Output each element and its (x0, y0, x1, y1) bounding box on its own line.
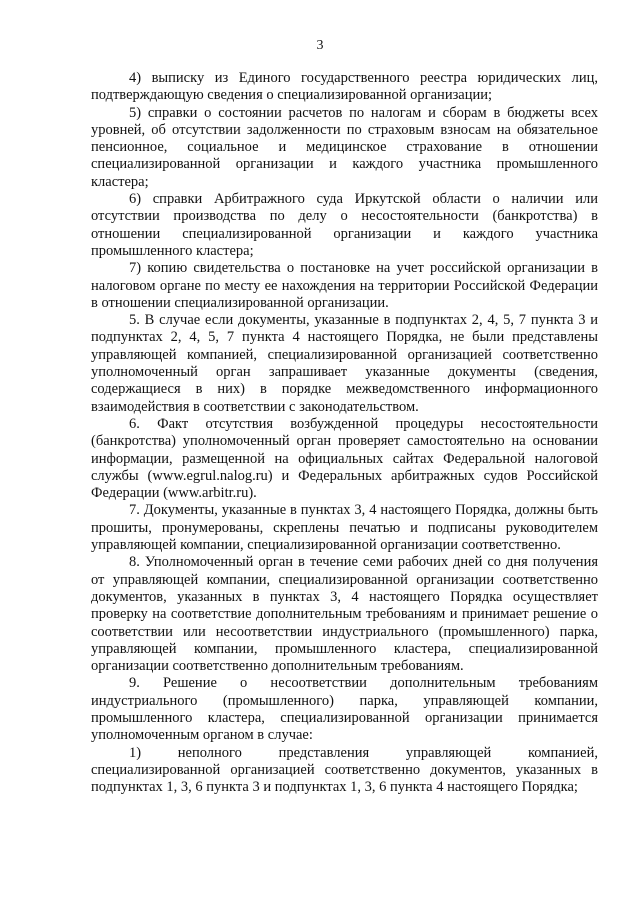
paragraph-clause-8: 8. Уполномоченный орган в течение семи рабочих дней со дня получения от управляющей компании, специализированной организации соответственно документов, указанных в пунктах 3, 4 настоящего Порядка осуществляет проверку на соответствие дополнительным требованиям и принимает решение о соответствии или несоответствии индустриального (промышленного) парка, управляющей компании, промышленного кластера, специализированной организации соответственно дополнительным требованиям. (91, 554, 598, 675)
paragraph-item-6: 6) справки Арбитражного суда Иркутской области о наличии или отсутствии производства по делу о несостоятельности (банкротства) в отношении специализированной организации и каждого участника промышленного кластера; (91, 191, 598, 259)
document-body (91, 70, 598, 796)
page-number: 3 (316, 38, 324, 53)
paragraph-clause-6: 6. Факт отсутствия возбужденной процедуры несостоятельности (банкротства) уполномоченный орган проверяет самостоятельно на основании информации, размещенной на официальных сайтах Федеральной налоговой службы (www.egrul.nalog.ru) и Федеральных арбитражных судов Российской Федерации (www.arbitr.ru). (91, 415, 598, 502)
paragraph-item-4: 4) выписку из Единого государственного реестра юридических лиц, подтверждающую сведения о специализированной организации; (91, 70, 598, 104)
paragraph-clause-9: 9. Решение о несоответствии дополнительным требованиям индустриального (промышленного) парка, управляющей компании, промышленного кластера, специализированной организации принимается уполномоченным органом в случае: (91, 675, 598, 744)
paragraph-clause-5: 5. В случае если документы, указанные в подпунктах 2, 4, 5, 7 пункта 3 и подпунктах 2, 4, 5, 7 пункта 4 настоящего Порядка, не были представлены управляющей компанией, специализированной организацией соответственно уполномоченный орган запрашивает указанные документы (сведения, содержащиеся в них) в порядке межведомственного информационного взаимодействия в соответствии с законодательством. (91, 312, 598, 415)
paragraph-item-7: 7) копию свидетельства о постановке на учет российской организации в налоговом органе по месту ее нахождения на территории Российской Федерации в отношении специализированной организации. (91, 260, 598, 311)
paragraph-clause-7: 7. Документы, указанные в пунктах 3, 4 настоящего Порядка, должны быть прошиты, пронумерованы, скреплены печатью и подписаны руководителем управляющей компании, специализированной организации соответственно. (91, 502, 598, 554)
paragraph-item-5: 5) справки о состоянии расчетов по налогам и сборам в бюджеты всех уровней, об отсутствии задолженности по страховым взносам на обязательное пенсионное, социальное и медицинское страхование в отношении специализированной организации и каждого участника промышленного кластера; (91, 104, 598, 190)
paragraph-subclause-1: 1) неполного представления управляющей компанией, специализированной организацией соответственно документов, указанных в подпунктах 1, 3, 6 пункта 3 и подпунктах 1, 3, 6 пункта 4 настоящего Порядка; (91, 744, 598, 796)
